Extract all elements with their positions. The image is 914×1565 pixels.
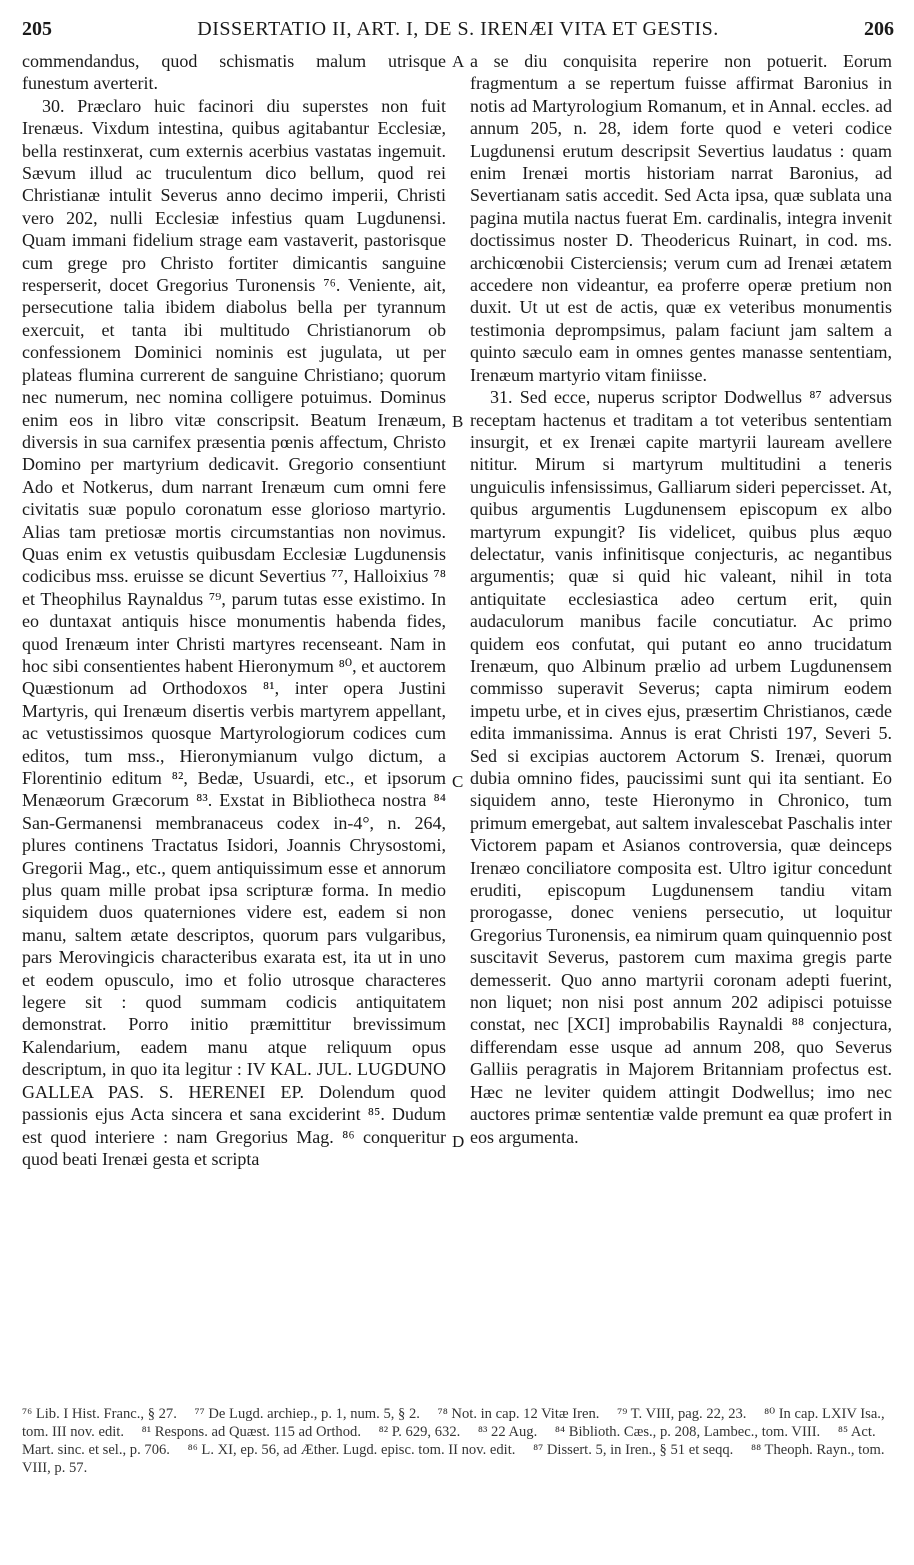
margin-letter-b: B	[452, 412, 464, 431]
footnote-79: ⁷⁹ T. VIII, pag. 22, 23.	[617, 1406, 747, 1422]
margin-letter-c: C	[452, 772, 464, 791]
footnote-82: ⁸² P. 629, 632.	[378, 1424, 461, 1440]
footnote-78: ⁷⁸ Not. in cap. 12 Vitæ Iren.	[437, 1406, 600, 1422]
paragraph-continuation-right: a se diu conquisita reperire non potuerit. Eorum fragmentum a se repertum fuisse affirmat Baronius in notis ad Martyrologium Romanum, et in Annal. eccles. ad annum 205, n. 28, idem forte quod e veteri codice Lugdunensi erutum descripsit Severtius laudatus : quam enim Irenæi mortis historiam narrat Baronius, ad Severtianam satis accedit. Sed Acta ipsa, quæ sublata una pagina mutila nactus fuerat Em. cardinalis, integra invenit doctissimus noster D. Theodericus Ruinart, in cod. ms. archicœnobii Cisterciensis; verum cum ad Irenæi ætatem accedere non videantur, ea proferre operæ pretium non duxit. Ut ut est de actis, quæ ex veteribus monumentis testimonia deprompsimus, palam faciunt jam saltem a quinto sæculo eam in omnes gentes manasse sententiam, Irenæum martyrio vitam finiisse.	[470, 51, 892, 385]
footnote-87: ⁸⁷ Dissert. 5, in Iren., § 51 et seqq.	[533, 1442, 734, 1458]
paragraph-30: 30. Præclaro huic facinori diu superstes non fuit Irenæus. Vixdum intestina, quibus agitabantur Ecclesiæ, bella restinxerat, cum externis acerbius vastatas ingemuit. Sævum illud ac truculentum dico bellum, quod rei Christianæ intulit Severus anno decimo imperii, Christi vero 202, nulli Ecclesiæ infestius quam Lugdunensi. Quam immani fidelium strage eam vastaverit, pastorisque cum grege pro Christo fortiter dimicantis sanguine resperserit, docet Gregorius Turonensis ⁷⁶. Veniente, ait, persecutione talia ibidem diabolus bella per tyrannum exercuit, et tanta ibi multitudo Christianorum ob confessionem Dominici nominis est jugulata, ut per plateas flumina currerent de sanguine Christiano; quorum nec numerum, nec nomina colligere potuimus. Dominus enim eos in libro vitæ conscripsit. Beatum Irenæum, diversis in sua carnifex præsentia pœnis affectum, Christo Domino per martyrium dedicavit. Gregorio consentiunt Ado et Notkerus, dum narrant Irenæum cum omni fere civitatis suæ populo coronatum esse glorioso martyrio. Alias tam pretiosæ mortis circumstantias non novimus. Quas enim ex vetustis quibusdam Ecclesiæ Lugdunensis codicibus mss. eruisse se dicunt Severtius ⁷⁷, Halloixius ⁷⁸ et Theophilus Raynaldus ⁷⁹, parum tutas esse existimo. In eo duntaxat antiquis hisce monumentis habenda fides, quod Irenæum inter Christi martyres recenseant. Nam in hoc sibi consentientes habent Hieronymum ⁸⁰, et auctorem Quæstionum ad Orthodoxos ⁸¹, inter opera Justini Martyris, qui Irenæum disertis verbis martyrem appellant, ac vetustissimos quosque Martyrologiorum codices cum editos, tum mss., Hieronymianum vulgo dictum, a Florentinio editum ⁸², Bedæ, Usuardi, etc., et ipsorum Menæorum Græcorum ⁸³. Exstat in Bibliotheca nostra ⁸⁴ San-Germanensi membranaceus codex in-4°, n. 264, plures continens Tractatus Isidori, Joannis Chrysostomi, Gregorii Mag., etc., quem antiquissimum esse et annorum plus quam mille probat ipsa scripturæ forma. In medio siquidem duos quaterniones videre est, eadem si non manu, saltem ætate descriptos, quorum pars vulgaribus, pars Merovingicis characteribus exarata est, ita ut in uno et eodem opusculo, imo et folio utrosque characteres legere sit : quod summam codicis antiquitatem demonstrat. Porro initio præmittitur brevissimum Kalendarium, eadem manu atque reliquum opus descriptum, in quo ita legitur : IV KAL. JUL. LUGDUNO GALLEA PAS. S. HERENEI EP. Dolendum quod passionis ejus Acta sincera et sana exciderint ⁸⁵. Dudum est quod interiere : nam Gregorius Mag. ⁸⁶ conqueritur quod beati Irenæi gesta et scripta	[22, 95, 446, 1169]
footnote-88: ⁸⁸ Theoph. Rayn., tom. VIII, p. 57.	[22, 1442, 885, 1476]
footnote-86: ⁸⁶ L. XI, ep. 56, ad Æther. Lugd. episc. tom. II nov. edit.	[187, 1442, 516, 1458]
page-number-left: 205	[22, 18, 52, 40]
running-header	[22, 18, 894, 42]
footnote-81: ⁸¹ Respons. ad Quæst. 115 ad Orthod.	[141, 1424, 361, 1440]
left-column	[22, 50, 446, 1170]
right-column	[470, 50, 892, 1148]
footnote-84: ⁸⁴ Biblioth. Cæs., p. 208, Lambec., tom. VIII.	[554, 1424, 821, 1440]
footnote-83: ⁸³ 22 Aug.	[477, 1424, 538, 1440]
paragraph-continuation: commendandus, quod schismatis malum utrisque funestum averterit.	[22, 51, 446, 94]
margin-letter-a: A	[452, 52, 465, 71]
page-number-right: 206	[864, 18, 894, 40]
running-title: DISSERTATIO II, ART. I, DE S. IRENÆI VITA ET GESTIS.	[197, 18, 719, 40]
footnote-77: ⁷⁷ De Lugd. archiep., p. 1, num. 5, § 2.	[194, 1406, 420, 1422]
footnotes	[22, 1405, 894, 1477]
footnote-85: ⁸⁵ Act. Mart. sinc. et sel., p. 706.	[22, 1424, 876, 1458]
paragraph-31: 31. Sed ecce, nuperus scriptor Dodwellus ⁸⁷ adversus receptam hactenus et traditam a tot veteribus sententiam insurgit, et ex Irenæi capite martyrii lauream avellere nititur. Mirum si martyrum multitudini a teneris unguiculis infensissimus, Galliarum sideri pepercisset. At, quibus argumentis Lugdunensem episcopum ex albo martyrum expungit? Iis videlicet, quibus plus æquo delectatur, vanis infinitisque conjecturis, ac negantibus argumentis; quæ si quid hic valeant, nihil in tota antiquitate ecclesiastica adeo certum erit, quin audaculorum manibus facile concutiatur. Ac primo quidem eos confutat, qui putant eo anno trucidatum Irenæum, quo Albinum prælio ad urbem Lugdunensem commisso superavit Severus; capta nimirum eodem impetu urbe, et in cives ejus, præsertim Christianos, cæde edita immanissima. Annus is erat Christi 197, Severi 5. Sed si excipias auctorem Actorum S. Irenæi, quorum dubia omnino fides, paucissimi sunt qui ita sentiant. Eo siquidem anno, teste Hieronymo in Chronico, tum primum emergebat, aut saltem invalescebat Paschalis inter Victorem papam et Asianos controversia, quæ deinceps Irenæo conciliatore composita est. Ultro igitur concedunt eruditi, episcopum Lugdunensem tandiu vitam prorogasse, donec veniens persecutio, ut loquitur Gregorius Turonensis, ea nimirum quam quinquennio post suscitavit Severus, pastorem cum maxima gregis parte demesserit. Quo anno martyrii coronam adepti fuerint, non liquet; non nisi post annum 202 adipisci potuisse constat, nec [XCI] improbabilis Raynaldi ⁸⁸ conjectura, differendam esse usque ad annum 208, quo Severus Galliis peragratis in Majorem Britanniam profectus est. Hæc ne leviter quidem attingit Dodwellus; imo nec auctores primæ sententiæ valde premunt ea quæ profert in eos argumenta.	[470, 387, 892, 1147]
footnote-76: ⁷⁶ Lib. I Hist. Franc., § 27.	[22, 1406, 177, 1422]
footnote-80: ⁸⁰ In cap. LXIV Isa., tom. III nov. edit.	[22, 1406, 885, 1440]
margin-letter-d: D	[452, 1132, 465, 1151]
